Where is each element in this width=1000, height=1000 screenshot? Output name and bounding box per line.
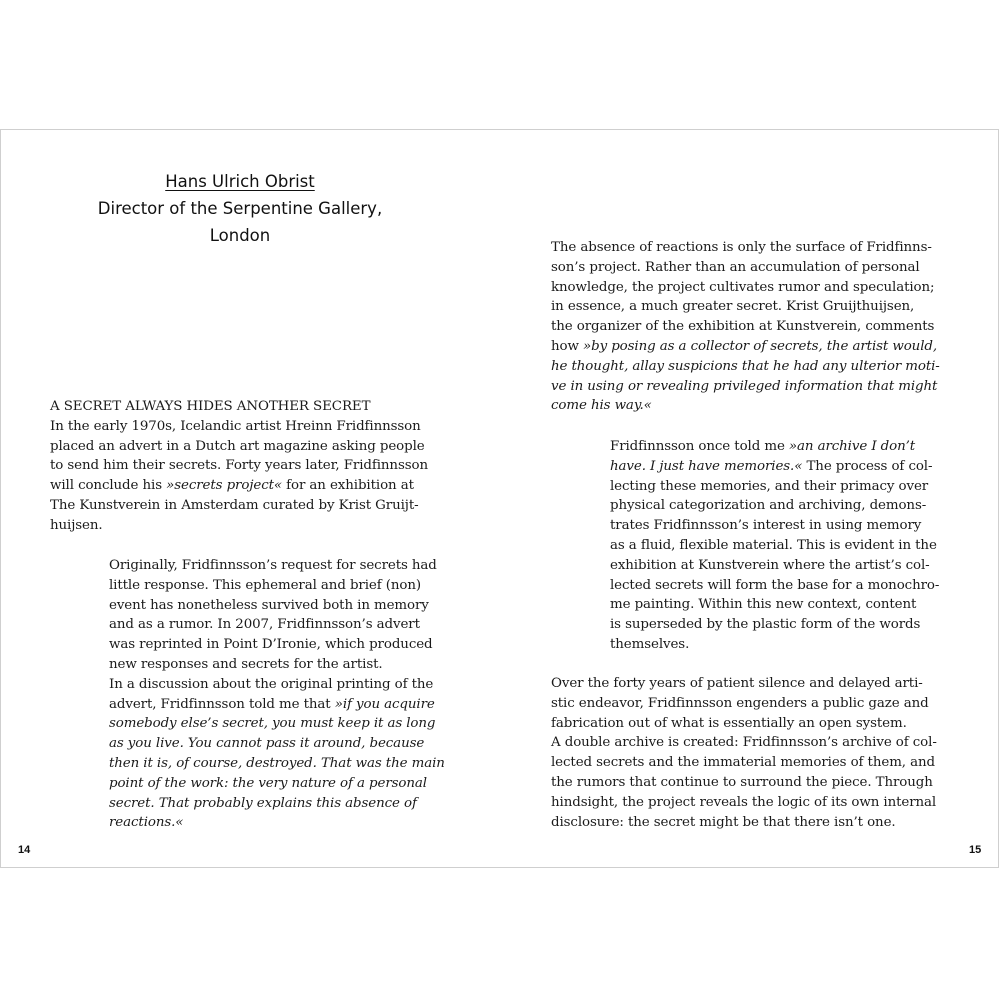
text-line: knowledge, the project cultivates rumor and speculation; (551, 279, 935, 295)
indented-paragraph (109, 556, 445, 833)
italic-quote: »by posing as a collector of secrets, the artist would, (583, 338, 938, 354)
italic-line: secret. That probably explains this absence of (109, 795, 417, 811)
text-line: huijsen. (50, 517, 103, 533)
italic-line: reactions.« (109, 815, 184, 831)
text-line: lected secrets and the immaterial memories of them, and (551, 755, 935, 771)
italic-quote: »secrets project« (166, 478, 282, 494)
text-line: In a discussion about the original printing of the (109, 676, 434, 692)
text-line: trates Fridfinnsson’s interest in using memory (610, 518, 922, 534)
text-line: placed an advert in a Dutch art magazine asking people (50, 438, 425, 454)
text-line: son’s project. Rather than an accumulation of personal (551, 259, 920, 275)
author-location: London (209, 226, 271, 245)
text-line: and as a rumor. In 2007, Fridfinnsson’s advert (109, 617, 420, 633)
intro-paragraph (50, 397, 428, 536)
text-line (109, 695, 445, 715)
text-line: little response. This ephemeral and brief (non) (109, 577, 422, 593)
text-line (551, 337, 940, 357)
right-indented-paragraph (610, 437, 939, 655)
page-number-right: 15 (969, 844, 982, 856)
text-line: Originally, Fridfinnsson’s request for secrets had (109, 558, 437, 573)
text-line: was reprinted in Point D’Ironie, which produced (109, 637, 433, 653)
section-title: A SECRET ALWAYS HIDES ANOTHER SECRET (50, 399, 371, 414)
text-line: The absence of reactions is only the surface of Fridfinns- (551, 240, 932, 255)
author-title: Director of the Serpentine Gallery, (97, 199, 383, 218)
italic-quote: »if you acquire (334, 696, 435, 712)
page-number-left: 14 (18, 844, 31, 856)
text-line: the organizer of the exhibition at Kunstverein, comments (551, 319, 935, 335)
text-line: exhibition at Kunstverein where the artist’s col- (610, 557, 930, 573)
italic-quote: »an archive I don’t (788, 439, 916, 454)
text-line: Over the forty years of patient silence and delayed arti- (551, 676, 923, 691)
text-line: lected secrets will form the base for a monochro- (610, 577, 940, 593)
text-line: the rumors that continue to surround the piece. Through (551, 774, 933, 790)
italic-quote: have. I just have memories.« (610, 458, 803, 474)
text-segment: advert, Fridfinnsson told me that (109, 696, 335, 712)
text-line: physical categorization and archiving, demons- (610, 498, 927, 514)
text-line: In the early 1970s, Icelandic artist Hreinn Fridfinnsson (50, 418, 421, 434)
text-line: The Kunstverein in Amsterdam curated by Krist Gruijt- (50, 497, 419, 513)
italic-line: ve in using or revealing privileged information that might (551, 378, 938, 394)
text-line: A double archive is created: Fridfinnsson’s archive of col- (551, 735, 937, 751)
text-line: lecting these memories, and their primacy over (610, 478, 929, 494)
text-segment: The process of col- (802, 458, 933, 474)
text-line: fabrication out of what is essentially an open system. (551, 715, 907, 731)
italic-line: he thought, allay suspicions that he had any ulterior moti- (551, 358, 940, 374)
text-line: me painting. Within this new context, content (610, 597, 917, 613)
italic-line: then it is, of course, destroyed. That was the main (109, 755, 445, 771)
author-name: Hans Ulrich Obrist (165, 172, 315, 191)
text-line: disclosure: the secret might be that there isn’t one. (551, 814, 896, 830)
author-heading (50, 168, 430, 249)
text-segment: how (551, 338, 584, 354)
text-segment: will conclude his (50, 478, 167, 494)
text-segment: Fridfinnsson once told me (610, 439, 789, 454)
text-line: new responses and secrets for the artist. (109, 656, 383, 672)
text-line: to send him their secrets. Forty years later, Fridfinnsson (50, 458, 428, 474)
right-paragraph-1 (551, 238, 940, 416)
text-segment: for an exhibition at (281, 478, 414, 494)
text-line: themselves. (610, 636, 690, 652)
text-line: hindsight, the project reveals the logic of its own internal (551, 794, 937, 810)
italic-line: as you live. You cannot pass it around, because (109, 736, 425, 752)
text-line: event has nonetheless survived both in memory (109, 597, 429, 613)
italic-line: come his way.« (551, 398, 652, 414)
italic-line: somebody else’s secret, you must keep it as long (109, 716, 436, 732)
text-line: is superseded by the plastic form of the words (610, 617, 921, 633)
right-paragraph-2 (551, 674, 937, 832)
italic-line: point of the work: the very nature of a personal (109, 775, 427, 791)
text-line: in essence, a much greater secret. Krist Gruijthuijsen, (551, 299, 915, 315)
text-line (50, 476, 428, 496)
text-line (610, 437, 939, 457)
text-line: as a fluid, flexible material. This is evident in the (610, 537, 937, 553)
text-line: stic endeavor, Fridfinnsson engenders a public gaze and (551, 695, 929, 711)
text-line (610, 457, 939, 477)
